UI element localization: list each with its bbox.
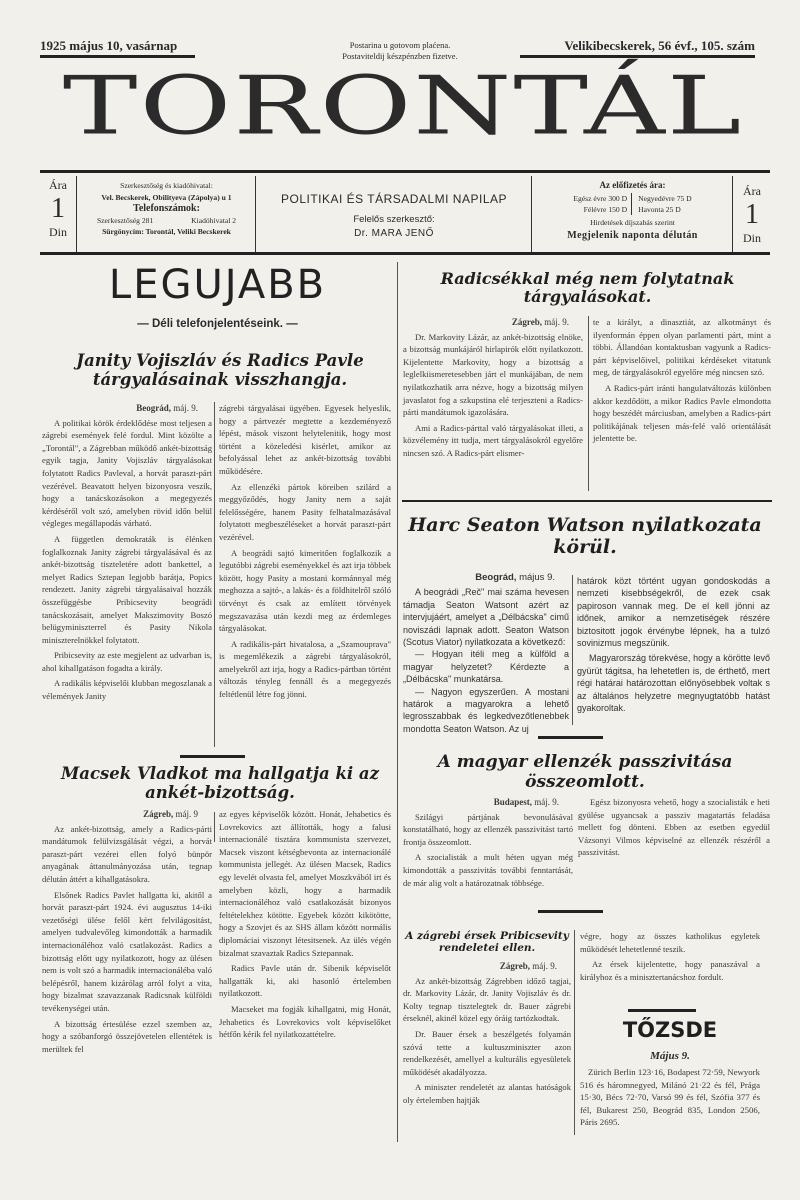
paragraph: végre, hogy az összes katholikus egyletek működését lehetetlenné teszik. [580,931,760,954]
dateline-date: máj. 9 [175,809,198,819]
ads-note: Hirdetések díjszabás szerint [590,218,675,227]
legujabb-title: LEGUJABB [108,262,327,308]
article-magyar-col2 [578,796,770,862]
dateline-date: máj. 9. [534,797,559,807]
headline-macsek: Macsek Vladkot ma hallgatja ki az ankét-bizottság. [61,764,379,802]
subscription-info [533,176,733,252]
telegram-address: Sürgönycím: Torontál, Veliki Becskerek [102,227,231,236]
dateline-date: máj. 9. [173,403,198,413]
divider [520,55,755,58]
appears-note: Megjelenik naponta délután [567,230,698,241]
paragraph: A beográdi „Reč" mai száma hevesen támadja Seaton Watsont azért az intervjujáért, amelyet a „Délbácska" cimű noviszádi lapnak adott. Seaton Watson (Scotus Viator) nyilatkozata a következő: [403,587,569,648]
dateline-city: Beográd, [136,403,171,413]
paragraph: A bizottság értesülése ezzel szemben az, hogy a szóbanforgó összejövetelen ellentétek is merültek fel [42,1018,212,1054]
legujabb-subtitle: — Déli telefonjelentéseink. — [137,318,298,330]
paragraph: Az ellenzéki pártok köreiben szilárd a meggyőződés, hogy Janity nem a saját felelősségére, hanem Pasity felhatalmazásával folytatott megbeszéléseket a horvát paraszt-párt vezérével. [219,481,391,542]
article-radicsek-col1 [403,316,583,463]
paragraph: — Hogyan itéli meg a külföld a magyar helyzetet? Kérdezte a „Délbácska" munkatársa. [403,649,569,685]
divider [40,55,195,58]
paper-info [257,176,532,252]
column-divider [397,262,398,1142]
paragraph: A független demokraták is élénken foglalkoznak Janity zágrebi tárgyalásával és az ankét-bizottság tiszteletére adott bankettel, a melyet Radics Sztepan legjobb barátja, Popics rendezett. Janity zágrebi tárgyalásaival hozzák összefüggésbe Pribicsevity beográdi tanácskozásait, amelyet Makszimovity Boszó belügyminiszterrel és Pasity Nikola miniszterelnökkel folytatott. [42,533,212,645]
editor-label: Felelős szerkesztő: [353,214,435,225]
paragraph: Radics Pavle után dr. Sibenik képviselőt hallgatták ki, aki hasonló értelemben nyilatkozott. [219,963,391,999]
article-ersek-col1 [403,960,571,1110]
headline-janity: Janity Vojiszláv és Radics Pavle tárgyalásainak visszhangja. [76,351,364,389]
article-ersek-col2 [580,930,760,986]
paragraph: A radikális-párt hivatalosa, a „Szamoupravа" is megemlékezik a zágrebi tárgyalásokról, amelyekről azt irja, hogy a Radics-pártban történt változás tényleg fennáll és a megegyezés feltétlenül létre fog jönni. [219,638,391,700]
article-janity-col1 [42,402,212,706]
paragraph: Az ankét-bizottság Zágrebben időző tagjai, dr. Markovity Lázár, dr. Janity Vojiszláv és dr. Kolty tegnap tisztelegtek dr. Bauer zágrebi érseknél, akinél közel egy óráig tartózkodtak. [403,975,571,1024]
article-macsek-col1 [42,808,212,1058]
headline-ersek: A zágrebi érsek Pribicsevity rendeletei ellen. [405,930,569,955]
dateline-city: Budapest, [493,797,532,807]
dateline-date: máj. 9. [544,317,569,327]
newspaper-title: TORONTÁL [62,59,744,154]
paragraph: határok közt történt ugyan gondoskodás a nemzeti kisebbségekről, de ezek csak papiroson vannak meg. De el kell jönni az időnek, amikor a nemzetiségek részére biztositott jogok érvénybe lépnek, ha a tulzó sovinizmus megszünik. [577,576,770,649]
article-magyar-col1 [403,796,573,892]
paragraph: A beográdi sajtó kimeritően foglalkozik a legutóbbi zágrebi eseményekkel és azt irja többek között, hogy Pasity a mostani kormánnyal még meghozza a sajtó-, a lakás- és a földhitelről szóló törvényt és csak az említett törvények megszavazása után kezdi meg az érdemleges tárgyalásokat. [219,547,391,634]
headline-magyar: A magyar ellenzék passzivitása összeomlott. [437,752,733,792]
paragraph: Elsőnek Radics Pavlet hallgatta ki, akitől a horvát paraszt-párt 1924. évi augusztus 14-iki vezetőségi ülése felől kért felvilágositást, amelyen tudvalevőleg kimondották a harmadik internacionáléhoz való csatlakozást. Radics a bizottság előtt ugy nyilatkozott, hogy az ülésen nem is volt szó a harmadik internacionáléba való belépésről, hanem kizárólag arról folyt a vita, hogy bizalmat szavazzanak Radicsnak külföldi tevékenységei után. [42,889,212,1013]
divider [40,252,770,255]
column-divider [574,930,575,1135]
divider [628,1009,696,1012]
paragraph: A miniszter rendeletét az alantas hatóságok oly értelemben hajtják [403,1082,571,1105]
column-divider [214,812,215,842]
paragraph: — Nagyon egyszerűen. A mostani határok a magyarokra a lehető legrosszabbak és legkedvezőtlenebbek mondotta Seaton Watson. Az uj [403,686,569,734]
paragraph: zágrebi tárgyalásai ügyében. Egyesek helyeslik, hogy a pártvezér megtette a kezdeményező lépést, mások viszont helytelenitik, hogy most történt a közeledési kisérlet, amikor az befolyással lehet az ankét-bizottság további működésére. [219,403,391,476]
paragraph: Dr. Markovity Lázár, az ankét-bizottság elnöke, a bizottság munkájáról hirlapirók előtt nyilatkozott. Kijelentette Markovity, hogy a bizottság a leglelkiismeretesebben járt el munkájában, de nem nyilatkozhatik arra nézve, hogy a bizottság milyen javaslatot fog a szkupstina elé terjeszteni a Radics-párti mandátumok igazolására. [403,331,583,418]
editor-name: Dr. MARA JENŐ [354,228,434,239]
paragraph: A politikai körök érdeklődése most teljesen a zágrebi események felé fordul. Mint közölte a „Torontál", a Zágrebban működő ankét-bizottság egyik tagja, Janity Vojiszláv tárgyalásokat folytatott Radics Pavleval, a horvát paraszt-párt vezérével. Beavatott helyen bizonyosra veszik, hogy a tanácskozásokon a megegyezés kérdéséről volt szó, amelyben rövid időn belül végleges megállapodás várható. [42,417,212,529]
price-quarter: Negyedévre 75 D [638,194,692,203]
divider [180,755,245,758]
phone-editorial: Szerkesztőség 281 [96,215,154,225]
editorial-heading: Szerkesztőség és kiadóhivatal: [120,181,213,190]
subscription-heading: Az előfizetés ára: [599,180,666,190]
price-value: 1 [51,193,65,224]
article-janity-col2 [219,402,391,704]
paragraph: Szilágyi pártjának bevonulásával konstatálható, hogy az ellenzék passzivitást tartó frontja összeomlott. [403,811,573,847]
paragraph: Zürich Berlin 123·16, Bodapest 72·59, Newyork 516 és háromnegyed, Milánó 21·22 és fél, Prága 15·30, Bécs 72·70, Varsó 99 és fél, Szófia 377 és fél, Bukarest 250, Beográd 835, London 2506, Páris 2695. [580,1067,760,1128]
column-divider [588,316,589,491]
issue-date: 1925 május 10, vasárnap [40,38,178,53]
dateline-date: máj. 9. [532,961,557,971]
tozsde-rates [580,1066,760,1132]
price-month: Havonta 25 D [638,205,681,214]
dateline-city: Beográd, [475,572,517,583]
tozsde-title: TŐZSDE [622,1018,718,1042]
dateline-city: Zágreb, [143,809,174,819]
price-unit: Din [743,231,761,245]
editorial-info [78,176,256,252]
masthead-info-band [40,176,770,252]
column-divider [572,575,573,725]
dateline-date: május 9. [519,572,555,583]
postal-line: Postarina u gotovom plaćena. [349,40,451,50]
article-harc-col1 [403,572,569,738]
price-label: Ára [743,184,761,198]
article-harc-col2 [577,575,770,717]
paragraph: Az érsek kijelentette, hogy panaszával a királyhoz és a minisztertanácshoz fordult. [580,959,760,982]
divider [538,736,603,739]
price-label: Ára [49,178,67,192]
phone-office: Kiadóhivatal 2 [191,215,237,225]
divider [402,500,772,502]
paragraph: az egyes képviselők között. Honát, Jehabetics és Lovrekovics azt állították, hogy a falusi internacionálé tisztára kommunista szervezet, Macsek viszont kétségbevonta az internacionálé kommunista jellegét. Az ülésen Macsek, Radics egy levelét olvasta fel, amelyet Moszkvából irt és amelyben közli, hogy a harmadik internacionáléhoz való csatlakozását bizonyos feltételekhez kötötte. Egyebek között kikötötte, hogy a Szovjet és az SHS állam között normális diplomáciai viszonyt létesitsenek. Az ülés végén bizalmat szavaztak Radics Sztepannak. [219,809,391,958]
postal-line: Postaviteldij készpénzben fizetve. [342,51,458,61]
tozsde-date: Május 9. [650,1050,690,1062]
divider [538,910,603,913]
paragraph: Pribicsevity az este megjelent az udvarban is, ahol kihallgatáson fogadta a király. [42,650,212,673]
paragraph: A radikális képviselői klubban megoszlanak a vélemények Janity [42,678,212,702]
paragraph: A szocialisták a mult héten ugyan még kimondották a passzivitás további fenntartását, de már alig volt a határozatnak többsége. [403,852,573,888]
headline-harc: Harc Seaton Watson nyilatkozata körül. [408,514,762,558]
paper-subtitle: POLITIKAI ÉS TÁRSADALMI NAPILAP [280,192,507,206]
price-year: Egész évre 300 D [573,194,628,203]
phones-heading: Telefonszámok: [133,203,200,214]
paragraph: A Radics-párt iránti hangulatváltozás különben akkor kezdődött, a mikor Radics Pavle elmondotta hogy beszédét márciusban, amelyben a Radics-párt politikájának teljesen más-felé való orientálását jelentette be. [593,382,771,444]
article-macsek-col2 [219,808,391,1044]
issue-number: Velikibecskerek, 56 évf., 105. szám [564,38,755,53]
divider [40,170,770,173]
price-half: Félévre 150 D [583,205,628,214]
paragraph: Ami a Radics-párttal való tárgyalásokat illeti, a közvélemény itt tudja, mert tárgyalásokról egyelőre nincsen szó. A Radics-párt elismer- [403,422,583,458]
dateline-city: Zágreb, [511,317,542,327]
paragraph: Egész bizonyosra vehető, hogy a szocialisták e heti gyülése ugyancsak a passziv magatartás feladása mellett fog dönteni. Ebben az esetben egyedül Vázsonyi Vilmos képviselné az ellenzék részéről a passzivitást. [578,797,770,858]
paragraph: Az ankét-bizottság, amely a Radics-párti mandátumok felülvizsgálását végzi, a horvát paraszt-párt vezérei ellen folyó bünpör anyagának áttanulmányozása után, tegnap délután áttért a kihallgatásokra. [42,823,212,884]
price-value: 1 [745,199,759,230]
price-unit: Din [49,225,67,239]
dateline-city: Zágreb, [499,961,530,971]
column-divider [214,402,215,747]
headline-radicsek: Radicsékkal még nem folytatnak tárgyalásokat. [440,269,735,307]
price-left [40,176,77,252]
paragraph: Dr. Bauer érsek a beszélgetés folyamán szóvá tette a kultuszminiszter azon rendelkezését, amellyel a kulturális egyesületek működését akadályozza. [403,1028,571,1077]
price-right [734,176,770,252]
paragraph: Magyarország törekvése, hogy a körötte levő gyürüt tágitsa, ha lehetetlen is, de érthető, mert régi határai határozottan előnyösebbek voltak s az általános helyzetre megnyugtatóbb hatást gyakoroltak. [577,653,770,714]
paragraph: Macseket ma fogják kihallgatni, mig Honát, Jehabetics és Lovrekovics volt képviselőket hétfőn kérik fel nyilatkozattételre. [219,1003,391,1040]
editorial-address: Vel. Becskerek, Obilityeva (Zápolya) u 1 [101,192,232,202]
article-radicsek-col2 [593,316,771,448]
paragraph: te a királyt, a dinasztiát, az alkotmányt és ilyenformán éppen olyan parlamenti párt, mint a többi. Állandóan kontaktusban vagyunk a Radics-párt képviselőivel, politikai kérdéseket vitatunk meg, de tárgyalásokról egyelőre még nincsen szó. [593,317,771,378]
